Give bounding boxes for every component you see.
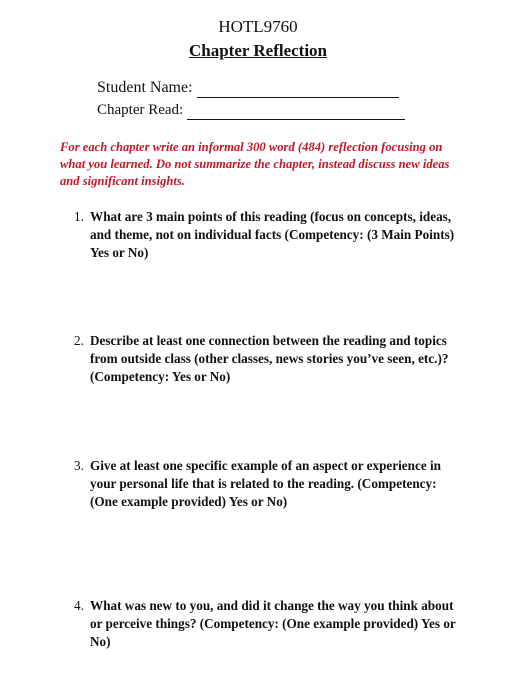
course-code: HOTL9760 [218, 17, 298, 36]
student-name-blank-line [197, 82, 399, 98]
page-title: Chapter Reflection [188, 41, 328, 60]
question-item [74, 208, 464, 262]
question-text: What was new to you, and did it change the way you think about or perceive things? (Competency: (One example provided) Yes or No) [90, 598, 456, 649]
chapter-read-label: Chapter Read: [97, 102, 184, 118]
question-text: Give at least one specific example of an aspect or experience in your personal life that is related to the reading. (Competency: (One example provided) Yes or No) [90, 458, 441, 509]
question-number: 3. [74, 458, 84, 473]
question-item [74, 332, 464, 386]
student-name-field [97, 78, 399, 98]
chapter-read-field [97, 100, 405, 120]
instructions-text: For each chapter write an informal 300 word (484) reflection focusing on what you learned. Do not summarize the chapter, instead discuss new ideas and significant insights. [60, 140, 450, 188]
question-text: Describe at least one connection between the reading and topics from outside class (other classes, news stories you’ve seen, etc.)? (Competency: Yes or No) [90, 333, 449, 384]
question-item [74, 457, 464, 511]
chapter-read-blank-line [187, 104, 405, 120]
question-number: 2. [74, 333, 84, 348]
student-name-label: Student Name: [97, 79, 193, 96]
question-number: 4. [74, 598, 84, 613]
question-text: What are 3 main points of this reading (focus on concepts, ideas, and theme, not on individual facts (Competency: (3 Main Points) Yes or No) [90, 209, 455, 260]
question-number: 1. [74, 209, 84, 224]
question-item [74, 597, 464, 651]
